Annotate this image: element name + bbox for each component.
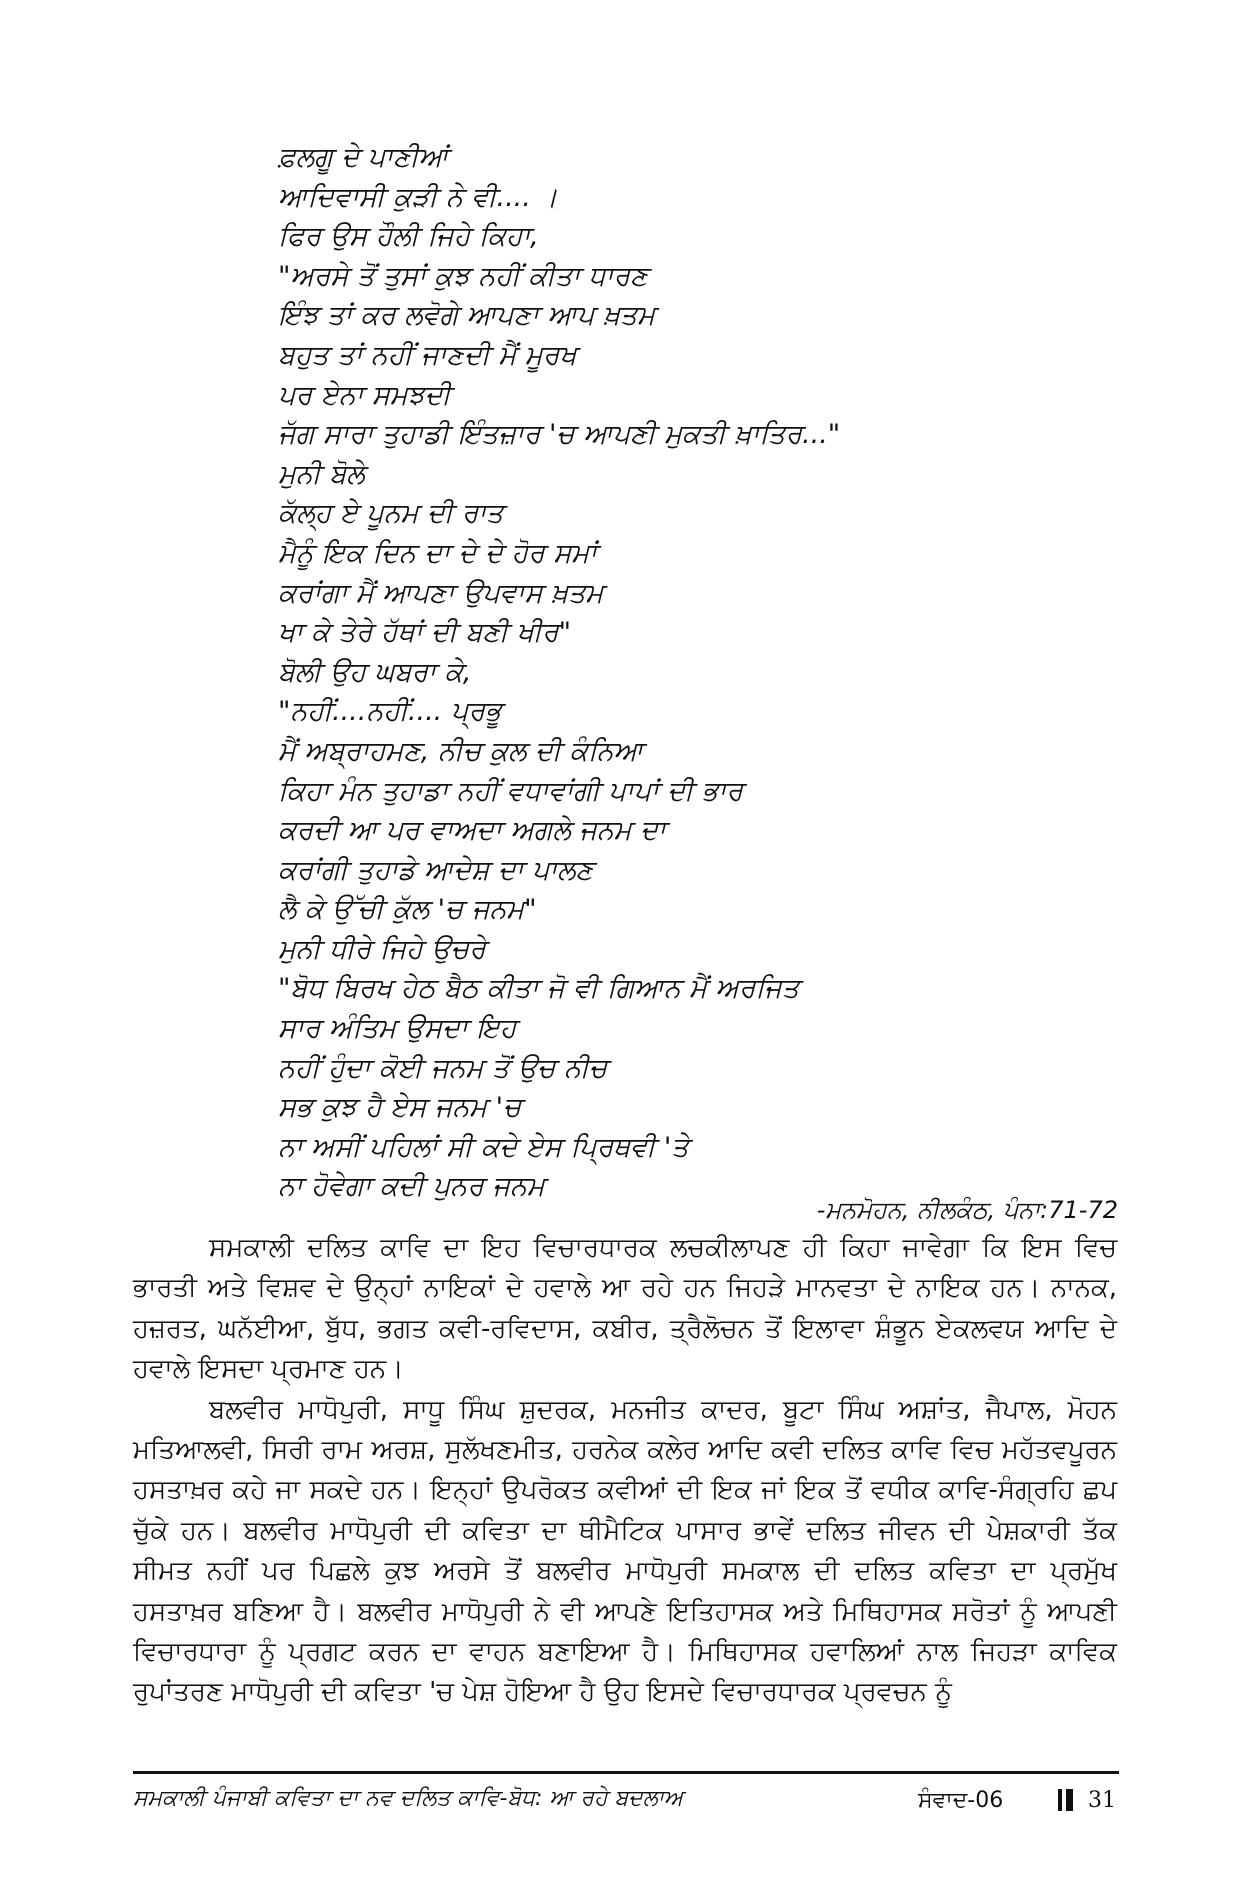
poem-quotation <box>278 138 1138 1207</box>
footer-divider <box>133 1771 1119 1774</box>
poem-line: ਮੁਨੀ ਧੀਰੇ ਜਿਹੇ ਉਚਰੇ <box>278 933 486 965</box>
separator-bars-icon <box>1058 1789 1074 1811</box>
poem-line: ਬਹੁਤ ਤਾਂ ਨਹੀਂ ਜਾਣਦੀ ਮੈਂ ਮੂਰਖ <box>278 339 577 371</box>
poem-line: ਮੈਂ ਅਬ੍ਰਾਹਮਣ, ਨੀਚ ਕੁਲ ਦੀ ਕੰਨਿਆ <box>278 735 643 767</box>
poem-line: "ਨਹੀਂ....ਨਹੀਂ.... ਪ੍ਰਭੂ <box>278 696 502 728</box>
poem-line: "ਅਰਸੇ ਤੋਂ ਤੁਸਾਂ ਕੁਝ ਨਹੀਂ ਕੀਤਾ ਧਾਰਣ <box>278 260 648 292</box>
page-number: 31 <box>1088 1788 1116 1813</box>
poem-line: "ਬੋਧ ਬਿਰਖ ਹੇਠ ਬੈਠ ਕੀਤਾ ਜੋ ਵੀ ਗਿਆਨ ਮੈਂ ਅਰਜਿਤ <box>278 973 800 1005</box>
poem-line: ਲੈ ਕੇ ਉੱਚੀ ਕੁੱਲ 'ਚ ਜਨਮ" <box>278 894 537 926</box>
poem-line: ਜੱਗ ਸਾਰਾ ਤੁਹਾਡੀ ਇੰਤਜ਼ਾਰ 'ਚ ਆਪਣੀ ਮੁਕਤੀ ਖ਼ਾਤਿਰ..." <box>278 419 841 451</box>
body-text <box>133 1228 1117 1713</box>
body-paragraph: ਸਮਕਾਲੀ ਦਲਿਤ ਕਾਵਿ ਦਾ ਇਹ ਵਿਚਾਰਧਾਰਕ ਲਚਕੀਲਾਪਣ ਹੀ ਕਿਹਾ ਜਾਵੇਗਾ ਕਿ ਇਸ ਵਿਚ ਭਾਰਤੀ ਅਤੇ ਵਿਸ਼ਵ ਦੇ ਉਨ੍ਹਾਂ ਨਾਇਕਾਂ ਦੇ ਹਵਾਲੇ ਆ ਰਹੇ ਹਨ ਜਿਹੜੇ ਮਾਨਵਤਾ ਦੇ ਨਾਇਕ ਹਨ। ਨਾਨਕ, ਹਜ਼ਰਤ, ਘਨੱਈਆ, ਬੁੱਧ, ਭਗਤ ਕਵੀ-ਰਵਿਦਾਸ, ਕਬੀਰ, ਤ੍ਰੈਲੋਚਨ ਤੋਂ ਇਲਾਵਾ ਸ਼ੰਭੂਨ ਏਕਲਵਯ ਆਦਿ ਦੇ ਹਵਾਲੇ ਇਸਦਾ ਪ੍ਰਮਾਣ ਹਨ। <box>133 1233 1117 1385</box>
poem-line: ਆਦਿਵਾਸੀ ਕੁੜੀ ਨੇ ਵੀ.... । <box>278 181 558 213</box>
poem-line: ਨਹੀਂ ਹੁੰਦਾ ਕੋਈ ਜਨਮ ਤੋਂ ਉਚ ਨੀਚ <box>278 1052 608 1084</box>
poem-line: ਮੈਨੂੰ ਇਕ ਦਿਨ ਦਾ ਦੇ ਦੇ ਹੋਰ ਸਮਾਂ <box>278 537 597 569</box>
poem-line: ਫਿਰ ਉਸ ਹੌਲੀ ਜਿਹੇ ਕਿਹਾ, <box>278 221 539 253</box>
poem-line: ਪਰ ਏਨਾ ਸਮਝਦੀ <box>278 379 451 411</box>
poem-line: ਸਾਰ ਅੰਤਿਮ ਉਸਦਾ ਇਹ <box>278 1013 517 1045</box>
poem-line: ਸਭ ਕੁਝ ਹੈ ਏਸ ਜਨਮ 'ਚ <box>278 1092 522 1124</box>
running-title: ਸਮਕਾਲੀ ਪੰਜਾਬੀ ਕਵਿਤਾ ਦਾ ਨਵ ਦਲਿਤ ਕਾਵਿ-ਬੋਧ: ਆ ਰਹੇ ਬਦਲਾਅ <box>133 1786 683 1811</box>
body-paragraph: ਬਲਵੀਰ ਮਾਧੋਪੁਰੀ, ਸਾਧੂ ਸਿੰਘ ਸ਼ੁਦਰਕ, ਮਨਜੀਤ ਕਾਦਰ, ਬੂਟਾ ਸਿੰਘ ਅਸ਼ਾਂਤ, ਜੈਪਾਲ, ਮੋਹਨ ਮਤਿਆਲਵੀ, ਸਿਰੀ ਰਾਮ ਅਰਸ਼, ਸੁਲੱਖਣਮੀਤ, ਹਰਨੇਕ ਕਲੇਰ ਆਦਿ ਕਵੀ ਦਲਿਤ ਕਾਵਿ ਵਿਚ ਮਹੱਤਵਪੂਰਨ ਹਸਤਾਖ਼ਰ ਕਹੇ ਜਾ ਸਕਦੇ ਹਨ। ਇਨ੍ਹਾਂ ਉਪਰੋਕਤ ਕਵੀਆਂ ਦੀ ਇਕ ਜਾਂ ਇਕ ਤੋਂ ਵਧੀਕ ਕਾਵਿ-ਸੰਗ੍ਰਹਿ ਛਪ ਚੁੱਕੇ ਹਨ। ਬਲਵੀਰ ਮਾਧੋਪੁਰੀ ਦੀ ਕਵਿਤਾ ਦਾ ਥੀਮੈਟਿਕ ਪਾਸਾਰ ਭਾਵੇਂ ਦਲਿਤ ਜੀਵਨ ਦੀ ਪੇਸ਼ਕਾਰੀ ਤੱਕ ਸੀਮਤ ਨਹੀਂ ਪਰ ਪਿਛਲੇ ਕੁਝ ਅਰਸੇ ਤੋਂ ਬਲਵੀਰ ਮਾਧੋਪੁਰੀ ਸਮਕਾਲ ਦੀ ਦਲਿਤ ਕਵਿਤਾ ਦਾ ਪ੍ਰਮੁੱਖ ਹਸਤਾਖ਼ਰ ਬਣਿਆ ਹੈ। ਬਲਵੀਰ ਮਾਧੋਪੁਰੀ ਨੇ ਵੀ ਆਪਣੇ ਇਤਿਹਾਸਕ ਅਤੇ ਮਿਥਿਹਾਸਕ ਸਰੋਤਾਂ ਨੂੰ ਆਪਣੀ ਵਿਚਾਰਧਾਰਾ ਨੂੰ ਪ੍ਰਗਟ ਕਰਨ ਦਾ ਵਾਹਨ ਬਣਾਇਆ ਹੈ। ਮਿਥਿਹਾਸਕ ਹਵਾਲਿਆਂ ਨਾਲ ਜਿਹੜਾ ਕਾਵਿਕ ਰੁਪਾਂਤਰਣ ਮਾਧੋਪੁਰੀ ਦੀ ਕਵਿਤਾ 'ਚ ਪੇਸ਼ ਹੋਇਆ ਹੈ ਉਹ ਇਸਦੇ ਵਿਚਾਰਧਾਰਕ ਪ੍ਰਵਚਨ ਨੂੰ <box>133 1394 1117 1708</box>
poem-line: ਕਰਦੀ ਆ ਪਰ ਵਾਅਦਾ ਅਗਲੇ ਜਨਮ ਦਾ <box>278 815 666 847</box>
poem-line: ਕਰਾਂਗਾ ਮੈਂ ਆਪਣਾ ਉਪਵਾਸ ਖ਼ਤਮ <box>278 577 604 609</box>
poem-attribution: -ਮਨਮੋਹਨ, ਨੀਲਕੰਠ, ਪੰਨਾ:71-72 <box>816 1196 1118 1224</box>
poem-line: ਕਰਾਂਗੀ ਤੁਹਾਡੇ ਆਦੇਸ਼ ਦਾ ਪਾਲਣ <box>278 854 593 886</box>
poem-line: ਬੋਲੀ ਉਹ ਘਬਰਾ ਕੇ, <box>278 656 472 688</box>
journal-name: ਸੰਵਾਦ-06 <box>918 1788 1004 1813</box>
poem-line: ਨਾ ਅਸੀਂ ਪਹਿਲਾਂ ਸੀ ਕਦੇ ਏਸ ਪ੍ਰਿਥਵੀ 'ਤੇ <box>278 1131 689 1163</box>
poem-line: ਨਾ ਹੋਵੇਗਾ ਕਦੀ ਪੁਨਰ ਜਨਮ <box>278 1171 545 1203</box>
poem-line: ਖਾ ਕੇ ਤੇਰੇ ਹੱਥਾਂ ਦੀ ਬਣੀ ਖੀਰ" <box>278 617 572 649</box>
poem-line: ਫ਼ਲਗੂ ਦੇ ਪਾਣੀਆਂ <box>278 142 449 173</box>
poem-line: ਕੱਲ੍ਹ ਏ ਪੂਨਮ ਦੀ ਰਾਤ <box>278 498 504 530</box>
poem-line: ਮੁਨੀ ਬੋਲੇ <box>278 458 365 490</box>
poem-line: ਕਿਹਾ ਮੰਨ ਤੁਹਾਡਾ ਨਹੀਂ ਵਧਾਵਾਂਗੀ ਪਾਪਾਂ ਦੀ ਭਾਰ <box>278 775 743 807</box>
poem-line: ਇੰਝ ਤਾਂ ਕਰ ਲਵੋਗੇ ਆਪਣਾ ਆਪ ਖ਼ਤਮ <box>278 300 656 332</box>
